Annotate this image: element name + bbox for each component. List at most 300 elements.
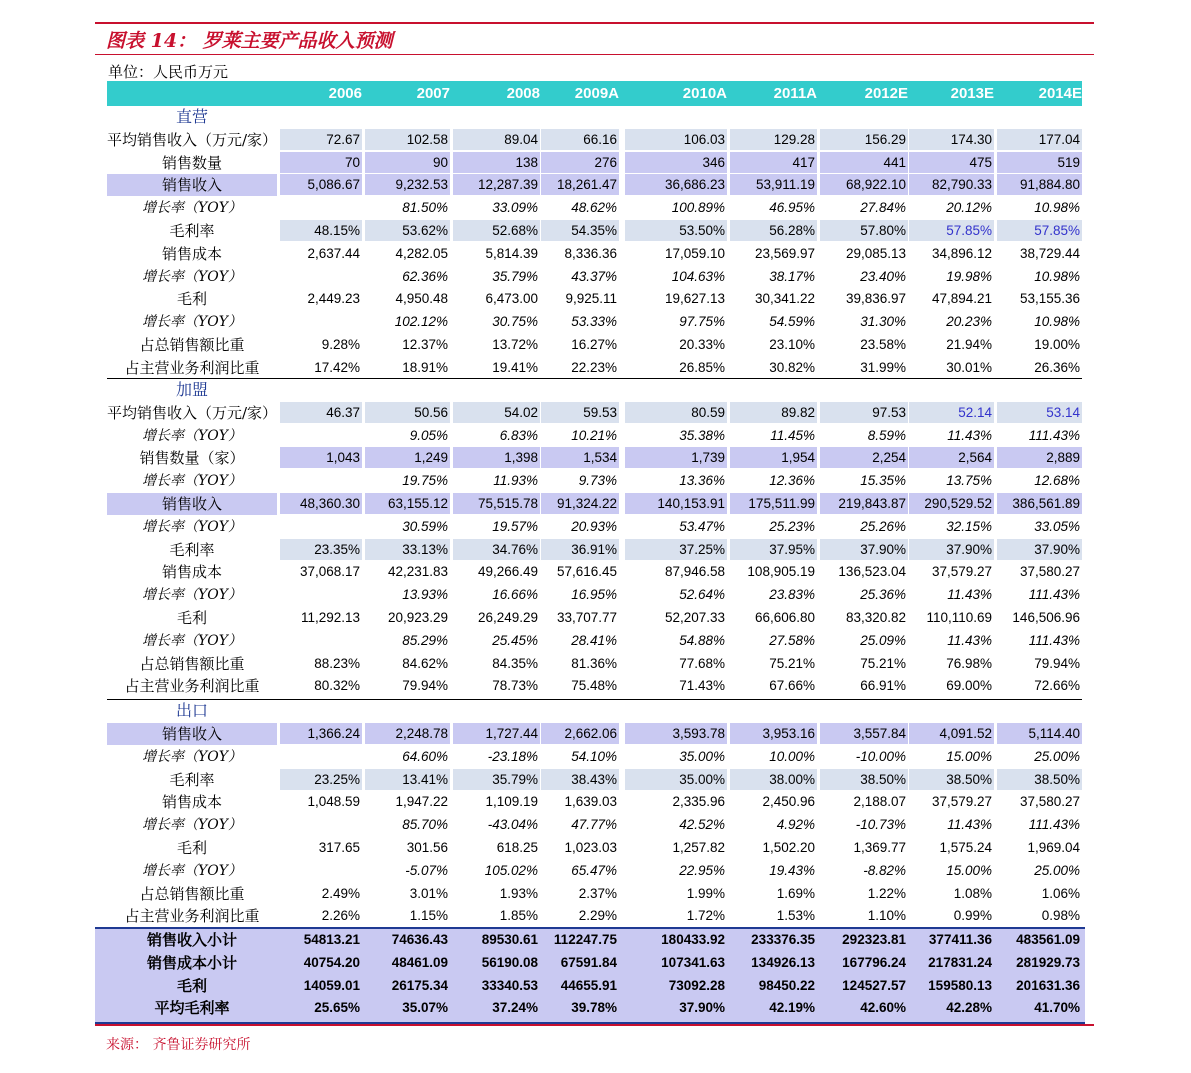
data-cell: 18,261.47 [541, 174, 619, 195]
data-cell: 174.30 [909, 129, 994, 150]
data-cell: 1,109.19 [485, 794, 538, 809]
data-cell: 33,707.77 [556, 610, 617, 625]
row-label: 占总销售额比重 [139, 655, 245, 673]
data-cell: 1.15% [409, 908, 448, 923]
data-cell: 32.15% [946, 519, 992, 534]
data-cell: 20,923.29 [387, 610, 448, 625]
data-cell: 87,946.58 [664, 564, 725, 579]
data-cell: 30.01% [946, 360, 992, 375]
row-label: 销售数量（家） [139, 449, 245, 467]
data-cell: 35.38% [679, 428, 725, 443]
data-cell: 108,905.19 [747, 564, 815, 579]
data-cell: 11.43% [947, 587, 992, 602]
data-cell: 23,569.97 [754, 246, 815, 261]
data-cell: 46.37 [280, 402, 362, 423]
data-cell: 23.35% [280, 539, 362, 560]
data-cell: 3.01% [409, 886, 448, 901]
data-cell: 26,249.29 [477, 610, 538, 625]
data-cell: 10.00% [769, 749, 815, 764]
row-label: 占总销售额比重 [139, 336, 245, 354]
data-cell [280, 746, 362, 767]
data-cell: 10.98% [1034, 269, 1080, 284]
data-cell: 1.93% [499, 886, 538, 901]
data-cell: 57.85% [909, 220, 994, 241]
summary-cell: 201631.36 [1016, 978, 1080, 993]
data-cell: 89.82 [730, 402, 817, 423]
data-cell: 5,114.40 [997, 723, 1082, 744]
data-cell: 48,360.30 [280, 493, 362, 514]
data-cell: 27.84% [860, 200, 906, 215]
data-cell: 59.53 [541, 402, 619, 423]
data-cell: 16.95% [571, 587, 617, 602]
data-cell: 19.75% [402, 473, 448, 488]
data-cell: 156.29 [820, 129, 908, 150]
data-cell: 2,889 [997, 447, 1082, 468]
data-cell: 66,606.80 [754, 610, 815, 625]
data-cell: 1.99% [686, 886, 725, 901]
summary-cell: 89530.61 [481, 932, 538, 947]
data-cell: 52.68% [453, 220, 540, 241]
data-cell: 20.33% [679, 337, 725, 352]
data-cell: 71.43% [679, 678, 725, 693]
source-note: 来源： 齐鲁证券研究所 [106, 1037, 251, 1053]
data-cell: 30,341.22 [754, 291, 815, 306]
summary-cell: 124527.57 [842, 978, 906, 993]
year-header-2008: 2008 [506, 85, 540, 102]
row-label: 毛利率 [169, 771, 215, 789]
data-cell: 47,894.21 [931, 291, 992, 306]
section-heading: 直营 [175, 107, 208, 126]
data-cell: 75.21% [860, 656, 906, 671]
row-label: 平均销售收入（万元/家） [107, 404, 277, 422]
data-cell [280, 197, 362, 218]
data-cell: 11.43% [947, 817, 992, 832]
data-cell: 69.00% [946, 678, 992, 693]
data-cell: 100.89% [671, 200, 725, 215]
unit-label: 单位：人民币万元 [108, 63, 229, 81]
data-cell: 5,814.39 [485, 246, 538, 261]
data-cell [280, 860, 362, 881]
data-cell: 1.06% [1041, 886, 1080, 901]
summary-cell: 33340.53 [481, 978, 538, 993]
data-cell: 77.68% [679, 656, 725, 671]
data-cell: 25.00% [1034, 863, 1080, 878]
data-cell: 38.50% [820, 769, 908, 790]
data-cell: 35.00% [679, 749, 725, 764]
data-cell: 53.50% [625, 220, 727, 241]
data-cell: 28.41% [571, 633, 617, 648]
data-cell: 21.94% [946, 337, 992, 352]
data-cell: 35.79% [492, 269, 538, 284]
row-label: 销售数量 [161, 154, 222, 172]
data-cell: 57.80% [820, 220, 908, 241]
year-header-2006: 2006 [328, 85, 362, 102]
data-cell: 276 [541, 152, 619, 173]
data-cell: 16.66% [492, 587, 538, 602]
data-cell: 1,048.59 [307, 794, 360, 809]
data-cell: 20.12% [946, 200, 992, 215]
data-cell: 1,739 [625, 447, 727, 468]
data-cell: 48.15% [280, 220, 362, 241]
row-label: 占主营业务利润比重 [124, 359, 260, 377]
year-header-2009A: 2009A [574, 85, 619, 102]
data-cell [280, 584, 362, 605]
data-cell: 57,616.45 [556, 564, 617, 579]
data-cell: 111.43% [1028, 633, 1080, 648]
data-cell: 54.02 [453, 402, 540, 423]
data-cell: 37.90% [909, 539, 994, 560]
data-cell [280, 266, 362, 287]
data-cell: 1.53% [776, 908, 815, 923]
data-cell: 88.23% [314, 656, 360, 671]
summary-cell: 217831.24 [928, 955, 992, 970]
row-label: 毛利 [176, 609, 207, 627]
data-cell: 18.91% [402, 360, 448, 375]
year-header-2011A: 2011A [773, 85, 817, 102]
data-cell: 20.23% [946, 314, 992, 329]
year-header-2012E: 2012E [864, 85, 908, 102]
data-cell: 475 [909, 152, 994, 173]
data-cell: 2.37% [578, 886, 617, 901]
data-cell: 63,155.12 [365, 493, 450, 514]
data-cell: 111.43% [1028, 428, 1080, 443]
section-heading: 出口 [175, 701, 208, 720]
data-cell: 30.82% [769, 360, 815, 375]
data-cell: 91,884.80 [997, 174, 1082, 195]
data-cell: 13.93% [402, 587, 448, 602]
data-cell: 1,954 [730, 447, 817, 468]
data-cell: 102.12% [394, 314, 448, 329]
data-cell: 13.36% [679, 473, 725, 488]
summary-cell: 42.28% [946, 1000, 992, 1015]
data-cell: 19.00% [1034, 337, 1080, 352]
section-heading: 加盟 [175, 380, 208, 399]
year-header-2010A: 2010A [682, 85, 727, 102]
summary-label: 毛利 [176, 977, 207, 995]
summary-cell: 292323.81 [842, 932, 906, 947]
data-cell: 10.98% [1034, 200, 1080, 215]
data-cell: 39,836.97 [845, 291, 906, 306]
data-cell: 106.03 [625, 129, 727, 150]
year-header-2007: 2007 [416, 85, 450, 102]
data-cell: 12.68% [1034, 473, 1080, 488]
summary-cell: 134926.13 [751, 955, 815, 970]
data-cell: 90 [365, 152, 450, 173]
data-cell: 37,579.27 [931, 794, 992, 809]
summary-cell: 167796.24 [842, 955, 906, 970]
data-cell: 10.21% [571, 428, 617, 443]
data-cell: 11.43% [947, 428, 992, 443]
data-cell: 25.45% [492, 633, 538, 648]
data-cell: 219,843.87 [820, 493, 908, 514]
data-cell: 2,248.78 [365, 723, 450, 744]
data-cell: 82,790.33 [909, 174, 994, 195]
data-cell: 9.05% [409, 428, 448, 443]
data-cell: 2.49% [321, 886, 360, 901]
data-cell: 15.00% [946, 749, 992, 764]
data-cell: 3,557.84 [820, 723, 908, 744]
data-cell: 1.22% [867, 886, 906, 901]
row-label: 占主营业务利润比重 [124, 677, 260, 695]
data-cell: 80.32% [314, 678, 360, 693]
summary-cell: 37.24% [492, 1000, 538, 1015]
data-cell: 11.45% [770, 428, 815, 443]
data-cell: 104.63% [671, 269, 725, 284]
row-label: 销售收入 [107, 174, 277, 196]
data-cell: 2,450.96 [762, 794, 815, 809]
row-label: 占总销售额比重 [139, 885, 245, 903]
data-cell: 84.35% [492, 656, 538, 671]
summary-cell: 67591.84 [560, 955, 617, 970]
data-cell: 50.56 [365, 402, 450, 423]
data-cell: 97.53 [820, 402, 908, 423]
summary-cell: 377411.36 [928, 932, 992, 947]
year-header-2014E: 2014E [1038, 85, 1082, 102]
data-cell: 85.70% [402, 817, 448, 832]
row-label: 增长率（YOY） [142, 633, 242, 649]
summary-cell: 25.65% [314, 1000, 360, 1015]
data-cell: 1,502.20 [762, 840, 815, 855]
data-cell: 75,515.78 [453, 493, 540, 514]
summary-label: 销售收入小计 [146, 931, 237, 949]
data-cell: 67.66% [769, 678, 815, 693]
data-cell: 43.37% [571, 269, 617, 284]
data-cell: 4,950.48 [395, 291, 448, 306]
data-cell: -43.04% [487, 817, 538, 832]
data-cell: 79.94% [1034, 656, 1080, 671]
data-cell: 37.90% [997, 539, 1082, 560]
bottom-rule [95, 1024, 1094, 1026]
data-cell: 146,506.96 [1012, 610, 1080, 625]
data-cell: 25.00% [1034, 749, 1080, 764]
data-cell: 31.99% [860, 360, 906, 375]
data-cell: 26.85% [679, 360, 725, 375]
data-cell: 136,523.04 [838, 564, 906, 579]
data-cell: 2,564 [909, 447, 994, 468]
data-cell: 290,529.52 [909, 493, 994, 514]
data-cell: 37,580.27 [1019, 794, 1080, 809]
data-cell: 84.62% [402, 656, 448, 671]
data-cell: 53.47% [679, 519, 725, 534]
data-cell: 38.17% [769, 269, 815, 284]
data-cell: 1,043 [280, 447, 362, 468]
data-cell: 48.62% [571, 200, 617, 215]
data-cell: 33.05% [1034, 519, 1080, 534]
summary-label: 平均毛利率 [154, 999, 230, 1017]
summary-label: 销售成本小计 [146, 954, 237, 972]
summary-cell: 39.78% [571, 1000, 617, 1015]
data-cell: 8.59% [867, 428, 906, 443]
data-cell: 2.29% [578, 908, 617, 923]
data-cell: 62.36% [402, 269, 448, 284]
data-cell: 19.41% [492, 360, 538, 375]
data-cell [280, 470, 362, 491]
summary-cell: 112247.75 [553, 932, 617, 947]
data-cell: 79.94% [402, 678, 448, 693]
data-cell: 1,366.24 [280, 723, 362, 744]
data-cell [280, 516, 362, 537]
data-cell: 519 [997, 152, 1082, 173]
summary-cell: 483561.09 [1016, 932, 1080, 947]
data-cell: 70 [280, 152, 362, 173]
data-cell: 54.59% [769, 314, 815, 329]
data-cell: 75.48% [571, 678, 617, 693]
summary-cell: 281929.73 [1016, 955, 1080, 970]
summary-cell: 44655.91 [560, 978, 617, 993]
data-cell: 36.91% [541, 539, 619, 560]
summary-cell: 98450.22 [758, 978, 815, 993]
data-cell: 9,232.53 [365, 174, 450, 195]
summary-cell: 54813.21 [303, 932, 360, 947]
data-cell: -10.73% [855, 817, 906, 832]
row-label: 增长率（YOY） [142, 200, 242, 216]
data-cell: 52.64% [679, 587, 725, 602]
data-cell: 37,579.27 [931, 564, 992, 579]
data-cell: 2,335.96 [672, 794, 725, 809]
row-label: 毛利 [176, 290, 207, 308]
data-cell: 37.90% [820, 539, 908, 560]
data-cell: 19.57% [492, 519, 538, 534]
data-cell: 1.85% [499, 908, 538, 923]
data-cell [280, 814, 362, 835]
data-cell: 111.43% [1028, 817, 1080, 832]
data-cell: 33.13% [365, 539, 450, 560]
data-cell: 1.72% [686, 908, 725, 923]
data-cell: 1,257.82 [672, 840, 725, 855]
data-cell: 1,947.22 [395, 794, 448, 809]
data-cell: 1.10% [867, 908, 906, 923]
data-cell: 10.98% [1034, 314, 1080, 329]
data-cell: 2.26% [321, 908, 360, 923]
data-cell: 111.43% [1028, 587, 1080, 602]
data-cell: 56.28% [730, 220, 817, 241]
data-cell: 23.83% [769, 587, 815, 602]
data-cell: 54.88% [679, 633, 725, 648]
data-cell: 13.41% [365, 769, 450, 790]
row-label: 增长率（YOY） [142, 519, 242, 535]
data-cell: 37,068.17 [299, 564, 360, 579]
data-cell: 3,593.78 [625, 723, 727, 744]
data-cell: 386,561.89 [997, 493, 1082, 514]
data-cell: 12.37% [402, 337, 448, 352]
data-cell: 301.56 [406, 840, 448, 855]
data-cell: 25.36% [860, 587, 906, 602]
data-cell: 1.69% [776, 886, 815, 901]
row-label: 增长率（YOY） [142, 749, 242, 765]
data-cell: 1,534 [541, 447, 619, 468]
data-cell: 0.98% [1041, 908, 1080, 923]
data-cell: 8,336.36 [564, 246, 617, 261]
summary-cell: 42.60% [860, 1000, 906, 1015]
data-cell: 1,398 [453, 447, 540, 468]
data-cell: 38.50% [997, 769, 1082, 790]
row-label: 销售成本 [161, 245, 222, 263]
row-label: 毛利率 [169, 541, 215, 559]
data-cell: 53.62% [365, 220, 450, 241]
data-cell: 80.59 [625, 402, 727, 423]
data-cell: 2,254 [820, 447, 908, 468]
data-cell: 11.93% [493, 473, 538, 488]
data-cell: 38.43% [541, 769, 619, 790]
data-cell: 175,511.99 [730, 493, 817, 514]
data-cell: 30.75% [492, 314, 538, 329]
row-label: 增长率（YOY） [142, 314, 242, 330]
data-cell: 4.92% [776, 817, 815, 832]
data-cell: 1,575.24 [939, 840, 992, 855]
data-cell: 1,369.77 [853, 840, 906, 855]
data-cell: 72.66% [1034, 678, 1080, 693]
data-cell: 19.98% [946, 269, 992, 284]
row-label: 销售成本 [161, 563, 222, 581]
data-cell [280, 425, 362, 446]
data-cell: 1,249 [365, 447, 450, 468]
data-cell: 417 [730, 152, 817, 173]
data-cell: 49,266.49 [477, 564, 538, 579]
data-cell: 1,639.03 [564, 794, 617, 809]
data-cell: 346 [625, 152, 727, 173]
data-cell [280, 311, 362, 332]
data-cell: 76.98% [946, 656, 992, 671]
data-cell: 66.91% [860, 678, 906, 693]
data-cell: 13.75% [946, 473, 992, 488]
data-cell: 91,324.22 [541, 493, 619, 514]
summary-cell: 233376.35 [751, 932, 815, 947]
data-cell: 64.60% [402, 749, 448, 764]
top-rule [95, 22, 1094, 24]
data-cell: 23.10% [769, 337, 815, 352]
summary-cell: 42.19% [769, 1000, 815, 1015]
data-cell: 31.30% [860, 314, 906, 329]
data-cell: 317.65 [318, 840, 360, 855]
summary-cell: 14059.01 [303, 978, 360, 993]
row-label: 增长率（YOY） [142, 863, 242, 879]
summary-cell: 40754.20 [303, 955, 360, 970]
data-cell: 30.59% [402, 519, 448, 534]
data-cell: 177.04 [997, 129, 1082, 150]
data-cell: 138 [453, 152, 540, 173]
summary-cell: 48461.09 [391, 955, 448, 970]
data-cell: 34.76% [453, 539, 540, 560]
data-cell: 26.36% [1034, 360, 1080, 375]
summary-cell: 35.07% [402, 1000, 448, 1015]
data-cell: 441 [820, 152, 908, 173]
data-cell: 9,925.11 [565, 291, 617, 306]
data-cell: 52.14 [909, 402, 994, 423]
data-cell: 102.58 [365, 129, 450, 150]
data-cell: 2,637.44 [307, 246, 360, 261]
data-cell: 2,449.23 [307, 291, 360, 306]
row-label: 销售成本 [161, 793, 222, 811]
data-cell: 54.35% [541, 220, 619, 241]
year-header-2013E: 2013E [950, 85, 994, 102]
data-cell: 1,727.44 [453, 723, 540, 744]
data-cell: 17.42% [314, 360, 360, 375]
row-label: 平均销售收入（万元/家） [107, 131, 277, 149]
data-cell: 1,023.03 [564, 840, 617, 855]
data-cell: 16.27% [571, 337, 617, 352]
data-cell: 72.67 [280, 129, 362, 150]
summary-cell: 26175.34 [391, 978, 448, 993]
data-cell: 42,231.83 [387, 564, 448, 579]
data-cell: -8.82% [863, 863, 906, 878]
data-cell: 9.73% [578, 473, 617, 488]
data-cell: 38.50% [909, 769, 994, 790]
row-label: 销售收入 [107, 723, 277, 745]
row-label: 销售收入 [107, 493, 277, 515]
data-cell: 53.14 [997, 402, 1082, 423]
summary-cell: 74636.43 [391, 932, 448, 947]
data-cell: 140,153.91 [625, 493, 727, 514]
